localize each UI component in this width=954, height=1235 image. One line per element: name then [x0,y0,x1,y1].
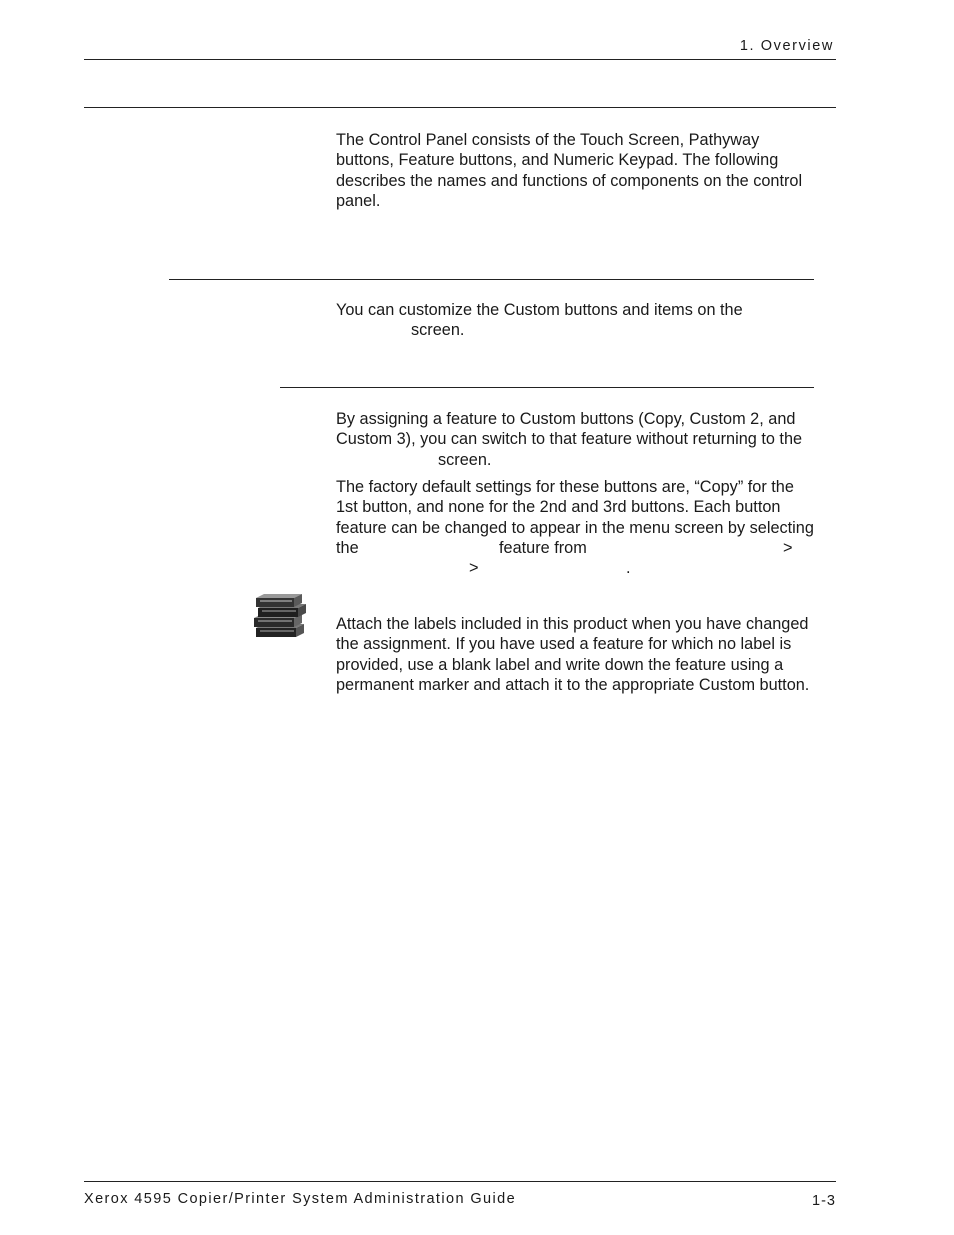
factory-defaults-line: 1st button, and none for the 2nd and 3rd buttons. Each button [336,498,781,517]
intro-line: The Control Panel consists of the Touch Screen, Pathyway [336,131,760,149]
custom-buttons-line: Custom 3), you can switch to that feature without returning to the [336,430,803,449]
intro-line: describes the names and functions of components on the control [336,171,803,190]
page-number: 1-3 [812,1193,836,1209]
factory-defaults-paragraph [336,477,836,578]
footer-rule [84,1181,836,1182]
path-separator: > [469,559,479,578]
section-rule [84,107,836,108]
customize-line: screen. [411,321,465,340]
note-line: the assignment. If you have used a feature for which no label is [336,635,792,654]
header-rule [84,59,836,60]
subsection-rule [169,279,814,280]
path-separator: > [783,539,793,558]
note-line: permanent marker and attach it to the appropriate Custom button. [336,676,810,695]
note-line: provided, use a blank label and write down the feature using a [336,655,784,674]
footer-title: Xerox 4595 Copier/Printer System Administration Guide [84,1191,517,1207]
custom-buttons-line: By assigning a feature to Custom buttons (Copy, Custom 2, and [336,410,796,428]
books-icon [252,592,308,640]
note-line: Attach the labels included in this product when you have changed [336,615,809,633]
intro-line: panel. [336,192,381,211]
custom-buttons-line: screen. [438,450,492,469]
running-header: 1. Overview [739,38,834,54]
intro-line: buttons, Feature buttons, and Numeric Keypad. The following [336,151,779,170]
factory-defaults-line: The factory default settings for these buttons are, “Copy” for the [336,478,794,496]
customize-line: You can customize the Custom buttons and items on the [336,301,743,319]
note-paragraph [336,614,846,696]
subsubsection-rule [280,387,814,388]
the-word: the [336,539,359,558]
feature-from-text: feature from [499,539,587,558]
customize-paragraph [336,300,836,341]
sentence-end: . [626,559,631,578]
factory-defaults-line [336,558,836,578]
factory-defaults-line: feature can be changed to appear in the menu screen by selecting [336,518,814,537]
custom-buttons-paragraph [336,409,836,470]
factory-defaults-line [336,538,836,558]
intro-paragraph [336,130,836,212]
